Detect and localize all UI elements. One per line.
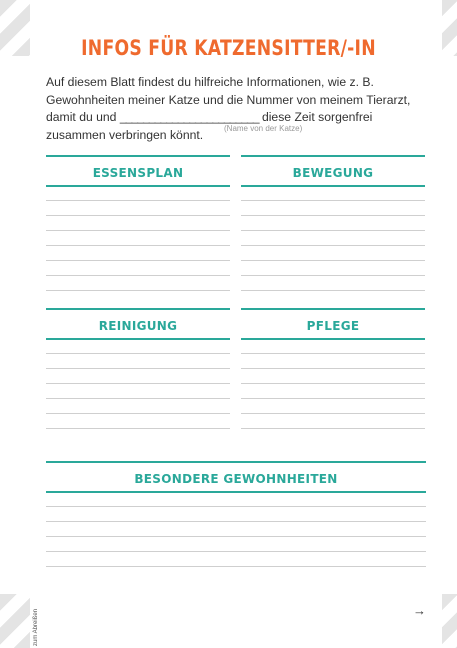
- writing-line[interactable]: [241, 245, 425, 246]
- writing-line[interactable]: [241, 260, 425, 261]
- section-heading: PFLEGE: [306, 319, 360, 333]
- writing-line[interactable]: [46, 398, 230, 399]
- writing-line[interactable]: [46, 290, 230, 291]
- section-bottom-rule: [46, 491, 426, 493]
- writing-line[interactable]: [46, 260, 230, 261]
- writing-line[interactable]: [241, 200, 425, 201]
- writing-line[interactable]: [46, 200, 230, 201]
- intro-text: [46, 74, 426, 144]
- writing-line[interactable]: [241, 215, 425, 216]
- writing-line[interactable]: [46, 413, 230, 414]
- writing-line[interactable]: [46, 368, 230, 369]
- writing-line[interactable]: [46, 506, 426, 507]
- section-top-rule: [241, 155, 425, 157]
- section-bottom-rule: [241, 185, 425, 187]
- tear-off-label: zum Abreißen: [33, 608, 39, 646]
- section-heading: ESSENSPLAN: [92, 166, 184, 180]
- writing-line[interactable]: [241, 275, 425, 276]
- section-top-rule: [46, 155, 230, 157]
- intro-line-4: zusammen verbringen könnt.: [46, 127, 204, 142]
- section-reinigung: [46, 308, 230, 443]
- writing-line[interactable]: [46, 536, 426, 537]
- writing-line[interactable]: [46, 230, 230, 231]
- section-pflege: [241, 308, 425, 443]
- section-heading: BESONDERE GEWOHNHEITEN: [134, 472, 338, 486]
- intro-line-2: Gewohnheiten meiner Katze und die Nummer von meinem Tierarzt,: [46, 92, 411, 107]
- writing-line[interactable]: [241, 353, 425, 354]
- writing-line[interactable]: [46, 551, 426, 552]
- intro-line-1: Auf diesem Blatt findest du hilfreiche Informationen, wie z. B.: [46, 75, 374, 89]
- writing-line[interactable]: [46, 275, 230, 276]
- section-bewegung: [241, 155, 425, 295]
- section-heading: BEWEGUNG: [292, 166, 374, 180]
- section-top-rule: [46, 461, 426, 463]
- section-bottom-rule: [46, 338, 230, 340]
- arrow-right-icon[interactable]: →: [413, 603, 426, 618]
- writing-line[interactable]: [241, 368, 425, 369]
- blank-caption: (Name von der Katze): [224, 124, 303, 133]
- intro-line-3-end: diese Zeit sorgenfrei: [261, 110, 373, 124]
- writing-line[interactable]: [241, 413, 425, 414]
- page-title: INFOS FÜR KATZENSITTER/-IN: [81, 36, 376, 60]
- writing-line[interactable]: [241, 398, 425, 399]
- section-essensplan: [46, 155, 230, 295]
- writing-line[interactable]: [46, 566, 426, 567]
- writing-line[interactable]: [241, 230, 425, 231]
- writing-line[interactable]: [46, 521, 426, 522]
- writing-line[interactable]: [46, 353, 230, 354]
- writing-line[interactable]: [46, 245, 230, 246]
- section-top-rule: [241, 308, 425, 310]
- cat-name-blank[interactable]: ________________________: [119, 110, 259, 124]
- intro-line-3-start: damit du und: [46, 110, 117, 124]
- writing-line[interactable]: [46, 383, 230, 384]
- writing-line[interactable]: [241, 428, 425, 429]
- section-bottom-rule: [46, 185, 230, 187]
- section-top-rule: [46, 308, 230, 310]
- writing-line[interactable]: [241, 383, 425, 384]
- section-heading: REINIGUNG: [98, 319, 178, 333]
- writing-line[interactable]: [46, 215, 230, 216]
- section-bottom-rule: [241, 338, 425, 340]
- section-besondere-gewohnheiten: [46, 461, 426, 581]
- writing-line[interactable]: [46, 428, 230, 429]
- writing-line[interactable]: [241, 290, 425, 291]
